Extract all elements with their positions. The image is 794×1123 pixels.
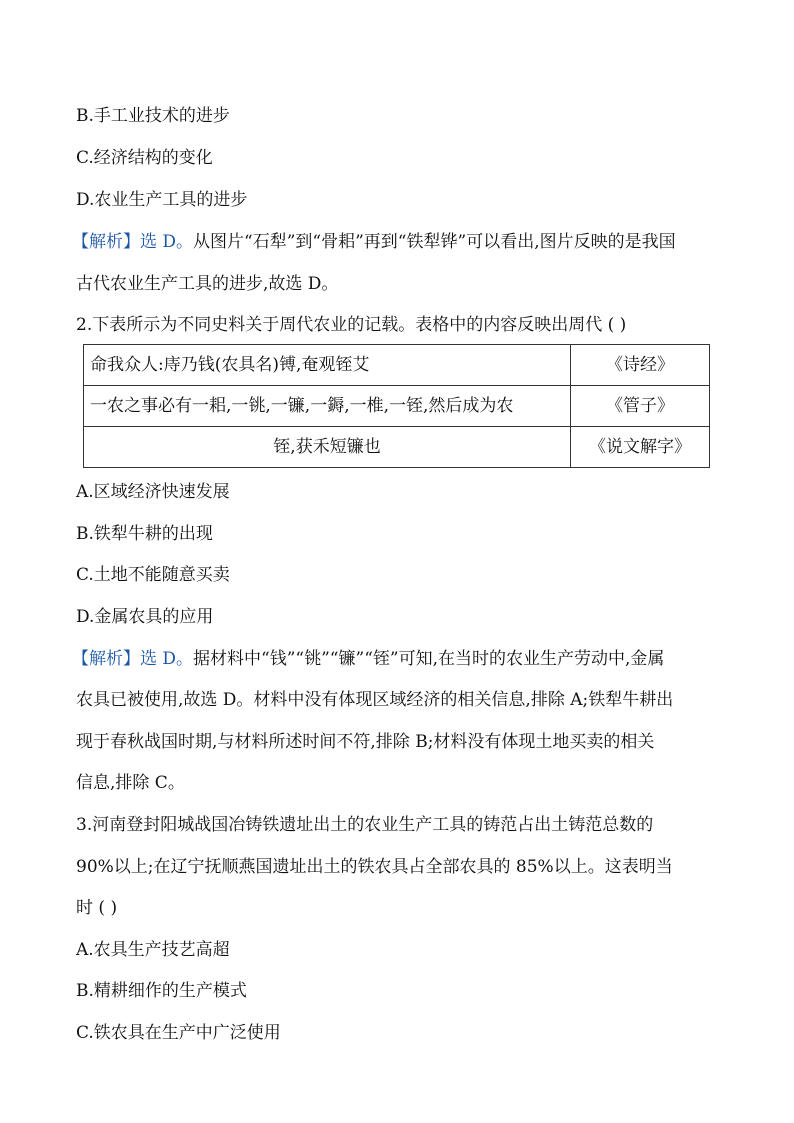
line-q3-option-c: C.铁农具在生产中广泛使用 bbox=[76, 1023, 281, 1043]
table-cell-source: 《管子》 bbox=[571, 386, 710, 427]
table-cell-text: 命我众人:庤乃钱(农具名)镈,奄观铚艾 bbox=[84, 345, 571, 386]
analysis-choice: 选 D。 bbox=[140, 232, 194, 252]
source-table bbox=[83, 344, 710, 468]
table-cell-source: 《诗经》 bbox=[571, 345, 710, 386]
table-cell-text: 铚,获禾短镰也 bbox=[84, 427, 571, 468]
line-q1-option-b: B.手工业技术的进步 bbox=[76, 106, 230, 126]
q2-analysis-line-2: 农具已被使用,故选 D。材料中没有体现区域经济的相关信息,排除 A;铁犁牛耕出 bbox=[76, 690, 674, 710]
analysis-choice: 选 D。 bbox=[140, 649, 194, 669]
q3-stem-line-1: 3.河南登封阳城战国冶铸铁遗址出土的农业生产工具的铸范占出土铸范总数的 bbox=[76, 815, 654, 835]
q3-stem-line-3: 时 ( ) bbox=[76, 898, 118, 918]
line-q3-option-a: A.农具生产技艺高超 bbox=[76, 940, 230, 960]
q2-stem: 2.下表所示为不同史料关于周代农业的记载。表格中的内容反映出周代 ( ) bbox=[76, 315, 627, 335]
table-cell-source: 《说文解字》 bbox=[571, 427, 710, 468]
line-q2-option-d: D.金属农具的应用 bbox=[76, 607, 214, 627]
table-cell-text: 一农之事必有一耜,一铫,一镰,一鎒,一椎,一铚,然后成为农 bbox=[84, 386, 571, 427]
table-row bbox=[84, 345, 710, 386]
line-q1-option-c: C.经济结构的变化 bbox=[76, 148, 213, 168]
table-row bbox=[84, 427, 710, 468]
line-q3-option-b: B.精耕细作的生产模式 bbox=[76, 981, 247, 1001]
analysis-text: 据材料中“钱”“铫”“镰”“铚”可知,在当时的农业生产劳动中,金属 bbox=[193, 649, 665, 669]
line-q2-option-b: B.铁犁牛耕的出现 bbox=[76, 524, 213, 544]
q1-analysis-line-2: 古代农业生产工具的进步,故选 D。 bbox=[76, 274, 339, 294]
q3-stem-line-2: 90%以上;在辽宁抚顺燕国遗址出土的铁农具占全部农具的 85%以上。这表明当 bbox=[76, 857, 673, 877]
line-q2-option-c: C.土地不能随意买卖 bbox=[76, 565, 230, 585]
line-q1-option-d: D.农业生产工具的进步 bbox=[76, 190, 248, 210]
analysis-tag: 【解析】 bbox=[72, 649, 140, 669]
q1-analysis-line-1 bbox=[72, 230, 676, 254]
line-q2-option-a: A.区域经济快速发展 bbox=[76, 482, 230, 502]
q2-analysis-line-3: 现于春秋战国时期,与材料所述时间不符,排除 B;材料没有体现土地买卖的相关 bbox=[76, 732, 655, 752]
q2-analysis-line-4: 信息,排除 C。 bbox=[76, 773, 185, 793]
q2-analysis-line-1 bbox=[72, 647, 664, 671]
analysis-text: 从图片“石犁”到“骨耜”再到“铁犁铧”可以看出,图片反映的是我国 bbox=[193, 232, 676, 252]
table-row bbox=[84, 386, 710, 427]
analysis-tag: 【解析】 bbox=[72, 232, 140, 252]
